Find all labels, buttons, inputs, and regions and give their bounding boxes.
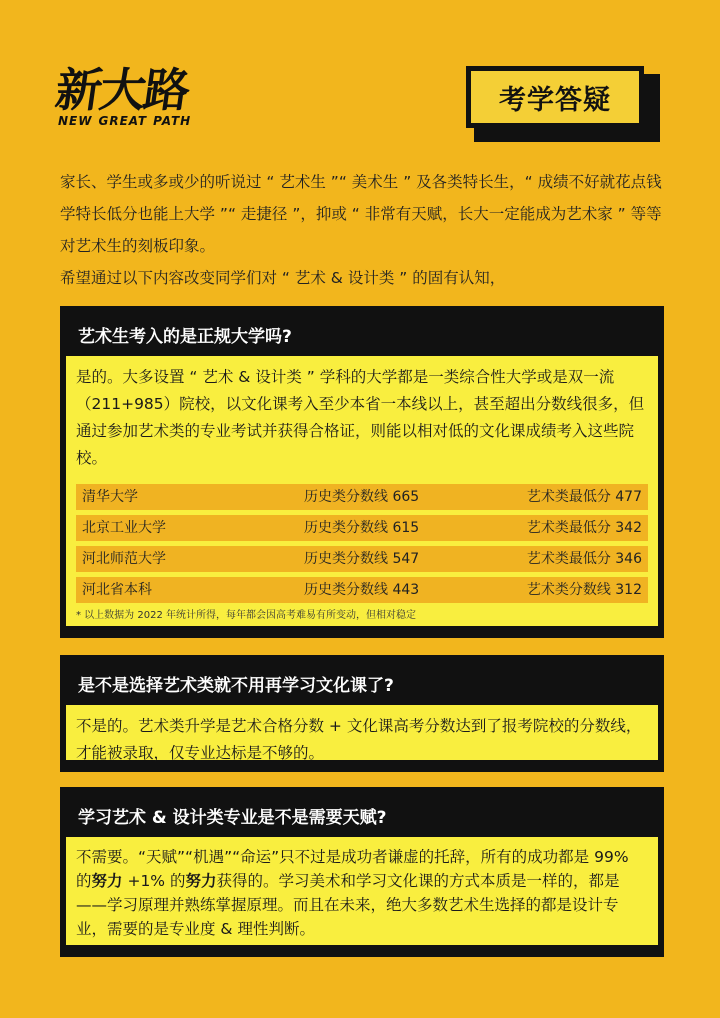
art-score: 艺术类最低分 342 bbox=[526, 519, 642, 536]
table-row bbox=[76, 515, 648, 541]
brand-logo bbox=[52, 62, 226, 148]
intro-paragraph-2: 希望通过以下内容改变同学们对 “ 艺术 & 设计类 ” 的固有认知， bbox=[60, 269, 506, 287]
school-name: 清华大学 bbox=[82, 488, 138, 505]
faq-question-3: 学习艺术 & 设计类专业是不是需要天赋? bbox=[78, 807, 387, 828]
faq-answer-2: 不是的。艺术类升学是艺术合格分数 + 文化课高考分数达到了报考院校的分数线，才能被录取，仅专业达标是不够的。 bbox=[76, 717, 642, 762]
faq-answer-1-body bbox=[66, 356, 658, 626]
history-score: 历史类分数线 547 bbox=[304, 550, 420, 567]
answer-3-bold-2: 努力 bbox=[185, 872, 217, 890]
art-score: 艺术类分数线 312 bbox=[526, 581, 642, 598]
school-name: 北京工业大学 bbox=[82, 519, 166, 536]
faq-card-2 bbox=[60, 655, 664, 772]
history-score: 历史类分数线 665 bbox=[304, 488, 420, 505]
logo-english bbox=[58, 114, 226, 128]
score-table bbox=[76, 484, 648, 603]
faq-answer-3-body bbox=[66, 837, 658, 945]
table-row bbox=[76, 546, 648, 572]
logo-text: 新大路 bbox=[52, 63, 192, 117]
art-score: 艺术类最低分 477 bbox=[526, 488, 642, 505]
school-name: 河北师范大学 bbox=[82, 550, 166, 567]
table-row bbox=[76, 577, 648, 603]
table-footnote: * 以上数据为 2022 年统计所得，每年都会因高考难易有所变动，但相对稳定 bbox=[76, 610, 416, 621]
logo-en-great: GREAT bbox=[98, 114, 148, 128]
answer-3-part-3: 获得的。学习美术和学习文化课的方式本质是一样的，都是——学习原理并熟练掌握原理。而且在未来，绝大多数艺术生选择的都是设计专业，需要的是专业度 & 理性判断。 bbox=[76, 872, 620, 938]
intro-paragraph-1: 家长、学生或多或少的听说过 “ 艺术生 ”“ 美术生 ” 及各类特长生，“ 成绩不好就花点钱学特长低分也能上大学 ”“ 走捷径 ”，抑或 “ 非常有天赋，长大一定能成为艺术家 ” 等等对艺术生的刻板印象。 bbox=[60, 173, 662, 255]
intro-text bbox=[60, 166, 666, 294]
logo-en-new: NEW bbox=[58, 114, 93, 128]
answer-3-bold-1: 努力 bbox=[91, 872, 123, 890]
faq-answer-2-body bbox=[66, 705, 658, 760]
faq-question-2: 是不是选择艺术类就不用再学习文化课了? bbox=[78, 675, 394, 696]
logo-en-path: PATH bbox=[153, 114, 192, 128]
faq-question-1: 艺术生考入的是正规大学吗? bbox=[78, 326, 292, 347]
faq-card-3 bbox=[60, 787, 664, 957]
faq-answer-1: 是的。大多设置 “ 艺术 & 设计类 ” 学科的大学都是一类综合性大学或是双一流（211+985）院校，以文化课考入至少本省一本线以上，甚至超出分数线很多，但通过参加艺术类的专业考试并获得合格证，则能以相对低的文化课成绩考入这些院校。 bbox=[76, 368, 645, 467]
faq-card-1 bbox=[60, 306, 664, 638]
table-row bbox=[76, 484, 648, 510]
faq-answer-3 bbox=[76, 845, 648, 941]
art-score: 艺术类最低分 346 bbox=[526, 550, 642, 567]
badge-label: 考学答疑 bbox=[466, 66, 644, 128]
history-score: 历史类分数线 615 bbox=[304, 519, 420, 536]
answer-3-part-2: +1% 的 bbox=[122, 872, 186, 890]
school-name: 河北省本科 bbox=[82, 581, 152, 598]
section-badge bbox=[466, 66, 662, 146]
answer-3-part-1: 不需要。“天赋”“机遇”“命运”只不过是成功者谦虚的托辞，所有的成功都是 99% 的 bbox=[76, 848, 629, 890]
history-score: 历史类分数线 443 bbox=[304, 581, 420, 598]
